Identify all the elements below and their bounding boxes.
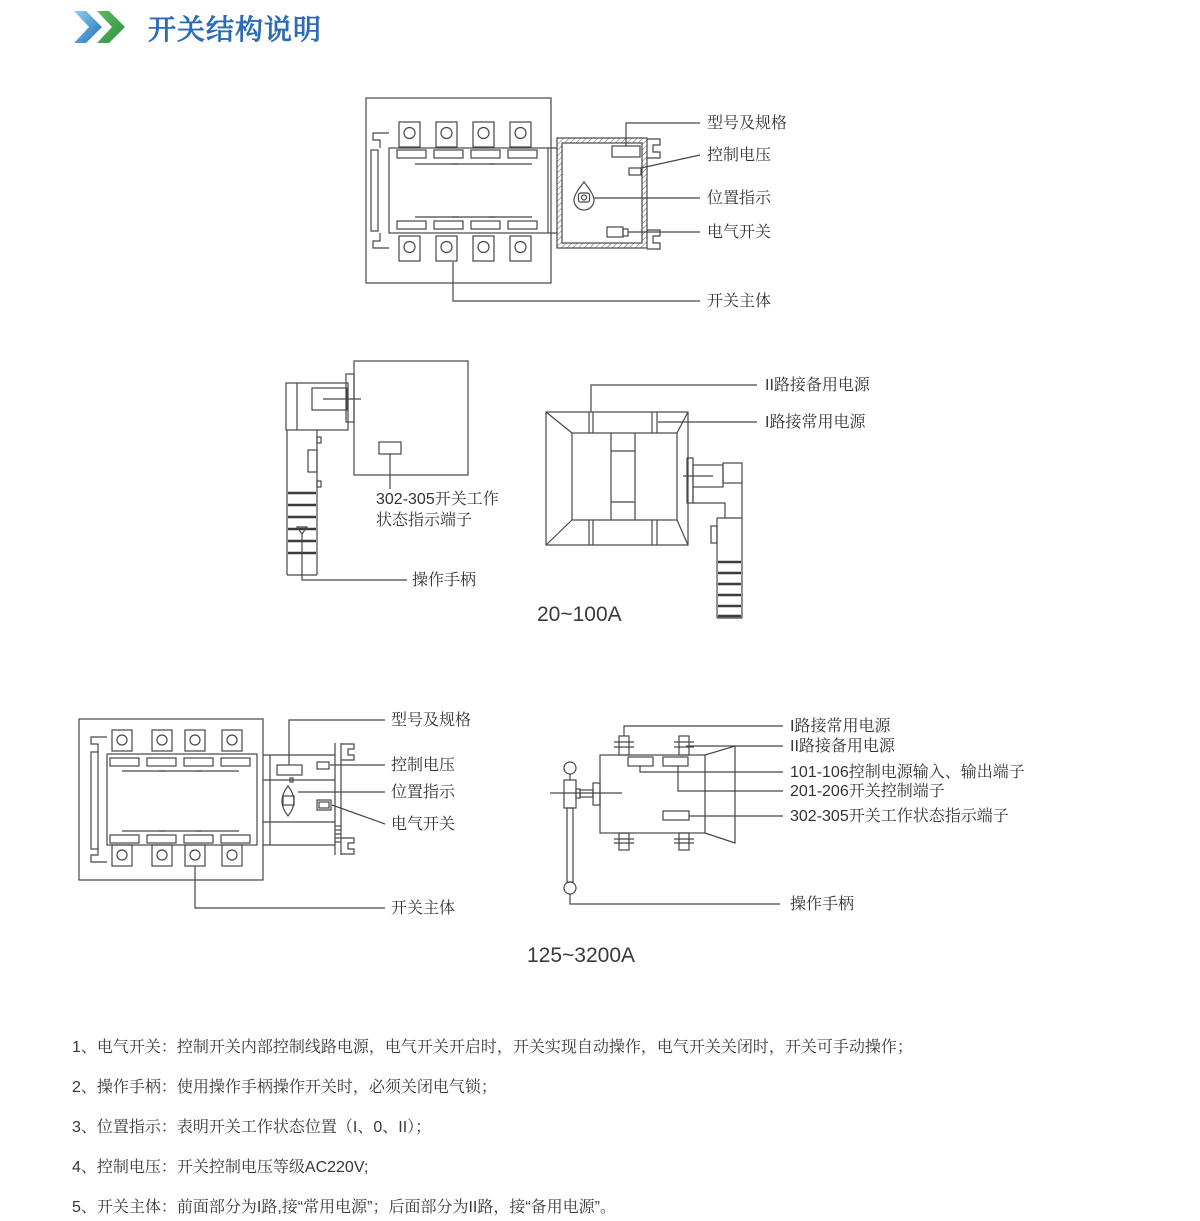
notes-list	[72, 1038, 1152, 1221]
page-title: 开关结构说明	[148, 14, 323, 45]
label-status-terminals: 302-305开关工作状态指示端子	[790, 808, 1009, 825]
model-plate	[277, 765, 302, 775]
note-3: 3、位置指示：表明开关工作状态位置（I、0、II）；	[72, 1119, 432, 1136]
label-circuit1-normal: I路接常用电源	[765, 414, 866, 431]
label-circuit2-backup: II路接备用电源	[765, 377, 870, 394]
side-outline	[286, 361, 468, 575]
diagram-front-view-small	[366, 98, 787, 310]
label-control-voltage: 控制电压	[707, 147, 772, 164]
note-1: 1、电气开关：控制开关内部控制线路电源，电气开关开启时，开关实现自动操作，电气开关关闭时，开关可手动操作；	[72, 1039, 913, 1056]
label-model-spec: 型号及规格	[707, 115, 788, 132]
label-status-terminals-1: 302-305开关工作	[376, 491, 499, 508]
mounting-ear-bottom	[341, 838, 354, 854]
label-circuit2-backup: II路接备用电源	[790, 738, 895, 755]
mounting-ear-bottom	[647, 230, 660, 249]
diagram-side-view-large	[527, 717, 1025, 967]
label-switch-control-terminals: 201-206开关控制端子	[790, 783, 945, 800]
label-electric-switch: 电气开关	[391, 816, 456, 833]
label-model-spec: 型号及规格	[391, 712, 472, 729]
label-circuit1-normal: I路接常用电源	[790, 718, 891, 735]
mounting-ear-top	[647, 139, 660, 158]
label-electric-switch: 电气开关	[707, 224, 772, 241]
switch-body-outline	[366, 98, 557, 283]
operating-handle	[550, 762, 622, 894]
caption-20-100a: 20~100A	[537, 603, 622, 626]
control-section	[263, 743, 354, 855]
diagram-front-view-large	[79, 711, 471, 917]
electric-switch-mark	[317, 800, 331, 810]
label-control-voltage: 控制电压	[391, 757, 456, 774]
position-indicator-drop	[282, 786, 294, 816]
control-power-terminal-block	[628, 757, 653, 766]
caption-125-3200a: 125~3200A	[527, 944, 636, 967]
diagram-rear-view-small	[537, 376, 871, 626]
label-status-terminals-2: 状态指示端子	[376, 512, 473, 529]
leader-lines	[570, 726, 783, 904]
note-2: 2、操作手柄：使用操作手柄操作开关时，必须关闭电气锁；	[72, 1079, 497, 1096]
label-operating-handle: 操作手柄	[790, 896, 855, 913]
switch-control-terminal-block	[663, 757, 688, 766]
status-terminal-block	[663, 811, 689, 820]
note-5: 5、开关主体：前面部分为I路,接“常用电源”；后面部分为II路，接“备用电源”。	[72, 1199, 616, 1216]
leader-lines	[591, 385, 757, 422]
diagram-side-view-small	[286, 361, 499, 589]
control-voltage-mark	[317, 762, 329, 769]
label-operating-handle: 操作手柄	[412, 572, 477, 589]
switch-body-outline	[79, 719, 263, 880]
label-switch-body: 开关主体	[391, 900, 456, 917]
note-4: 4、控制电压：开关控制电压等级AC220V;	[72, 1159, 369, 1176]
label-position-indicator: 位置指示	[391, 784, 456, 801]
label-control-power-terminals: 101-106控制电源输入、输出端子	[790, 764, 1025, 781]
handle-assembly	[683, 458, 742, 618]
rear-outline	[546, 412, 688, 545]
status-terminal-block	[379, 442, 401, 454]
comb-ribs	[335, 826, 341, 842]
label-position-indicator: 位置指示	[707, 190, 772, 207]
mounting-ear-top	[341, 744, 354, 760]
label-switch-body: 开关主体	[707, 293, 772, 310]
